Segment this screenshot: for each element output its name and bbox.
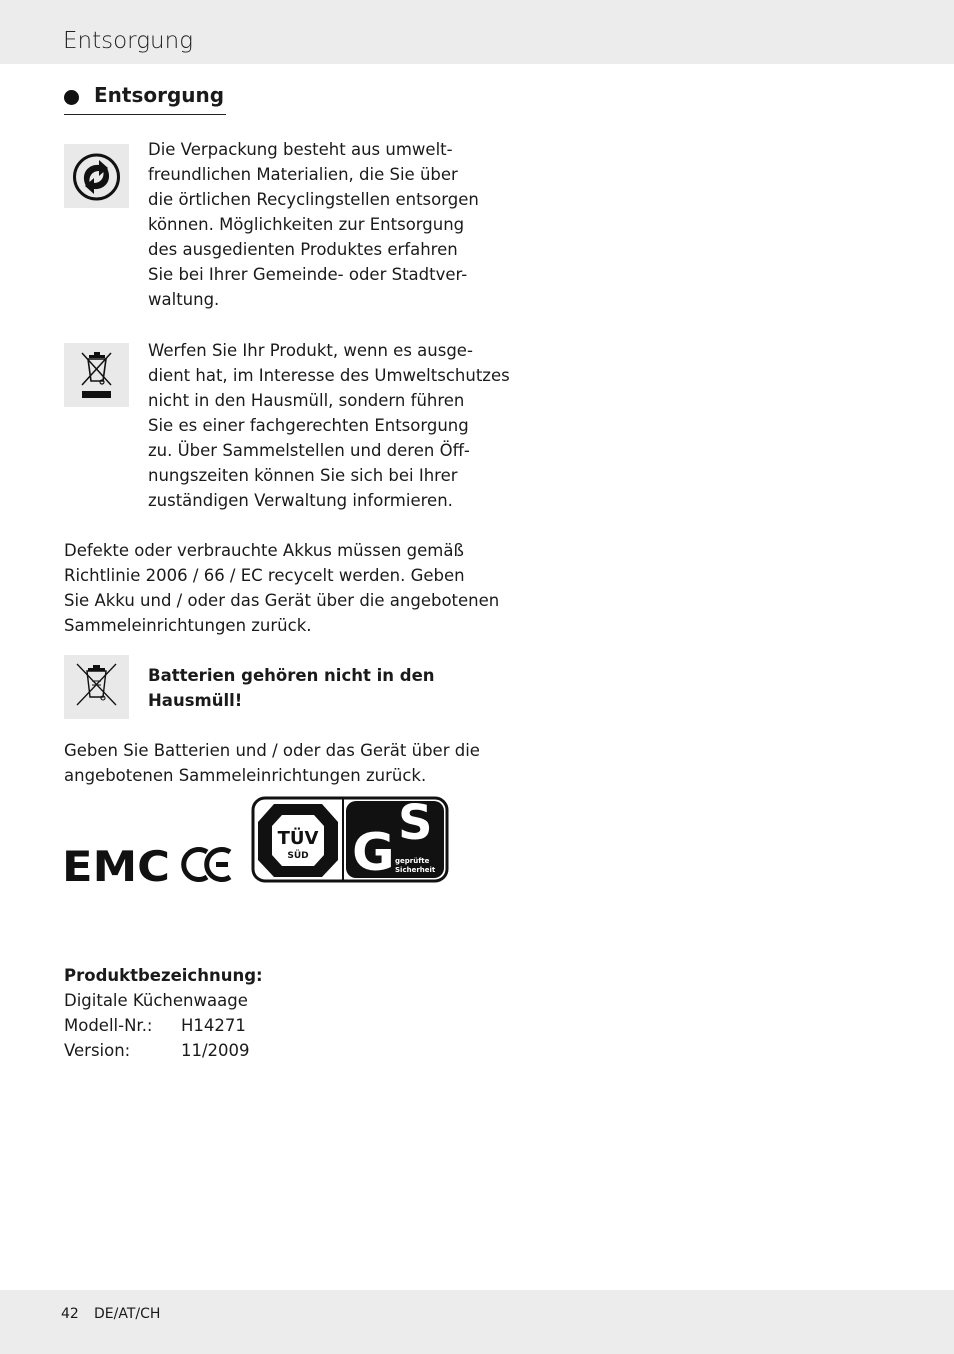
recycling-arrows-icon (64, 144, 129, 208)
ce-mark (184, 850, 230, 880)
text-line: Sie bei Ihrer Gemeinde- oder Stadtver- (148, 265, 468, 284)
section-title: Entsorgung (94, 83, 225, 107)
version-label: Version: (64, 1041, 131, 1060)
text-line: nicht in den Hausmüll, sondern führen (148, 391, 465, 410)
certification-marks (62, 795, 452, 894)
text-line: Richtlinie 2006 / 66 / EC recycelt werden. Geben (64, 566, 465, 585)
footer-band (0, 1290, 954, 1354)
text-line: nungszeiten können Sie sich bei Ihrer (148, 466, 458, 485)
text-line: waltung. (148, 290, 220, 309)
text-line: Batterien gehören nicht in den (148, 666, 435, 685)
text-line: dient hat, im Interesse des Umweltschutzes (148, 366, 510, 385)
text-line: Sie es einer fachgerechten Entsorgung (148, 416, 469, 435)
sud-label: SÜD (287, 851, 309, 861)
text-line: zuständigen Verwaltung informieren. (148, 491, 453, 510)
text-line: Die Verpackung besteht aus umwelt- (148, 140, 453, 159)
model-label: Modell-Nr.: (64, 1016, 153, 1035)
batteries-warning (148, 663, 435, 713)
gs-line2: Sicherheit (395, 866, 436, 874)
return-text (64, 738, 480, 788)
text-line: freundlichen Materialien, die Sie über (148, 165, 458, 184)
version-value: 11/2009 (181, 1041, 250, 1060)
text-line: können. Möglichkeiten zur Entsorgung (148, 215, 465, 234)
gs-g-letter: G (352, 823, 395, 883)
bullet-icon (64, 90, 79, 105)
weee-text (148, 338, 510, 513)
text-line: Werfen Sie Ihr Produkt, wenn es ausge- (148, 341, 473, 360)
text-line: Hausmüll! (148, 691, 243, 710)
text-line: Defekte oder verbrauchte Akkus müssen gemäß (64, 541, 464, 560)
text-line: Sammeleinrichtungen zurück. (64, 616, 312, 635)
emc-mark (62, 842, 170, 890)
text-line: Geben Sie Batterien und / oder das Gerät über die (64, 741, 480, 760)
product-info (64, 963, 263, 1063)
model-value: H14271 (181, 1016, 246, 1035)
page-header-title: Entsorgung (63, 28, 193, 54)
text-line: angebotenen Sammeleinrichtungen zurück. (64, 766, 427, 785)
version-row (64, 1038, 263, 1063)
tuv-gs-mark (253, 795, 447, 883)
akku-text (64, 538, 499, 638)
footer-locale: DE/AT/CH (94, 1306, 161, 1322)
text-line: Sie Akku und / oder das Gerät über die angebotenen (64, 591, 500, 610)
gs-s-letter: S (398, 795, 433, 851)
page-number: 42 (61, 1306, 79, 1322)
product-name: Digitale Küchenwaage (64, 991, 248, 1010)
text-line: des ausgedienten Produktes erfahren (148, 240, 458, 259)
crossed-out-wheelie-bin-icon (64, 343, 129, 407)
product-heading: Produktbezeichnung: (64, 966, 263, 985)
text-line: die örtlichen Recyclingstellen entsorgen (148, 190, 479, 209)
text-line: zu. Über Sammelstellen und deren Öff- (148, 441, 470, 460)
model-row (64, 1013, 263, 1038)
crossed-out-battery-bin-icon (64, 655, 129, 719)
packaging-text (148, 137, 479, 312)
emc-label: EMC (62, 842, 170, 890)
tuv-label: TÜV (277, 828, 319, 849)
section-heading (64, 84, 226, 115)
gs-line1: geprüfte (395, 857, 430, 865)
